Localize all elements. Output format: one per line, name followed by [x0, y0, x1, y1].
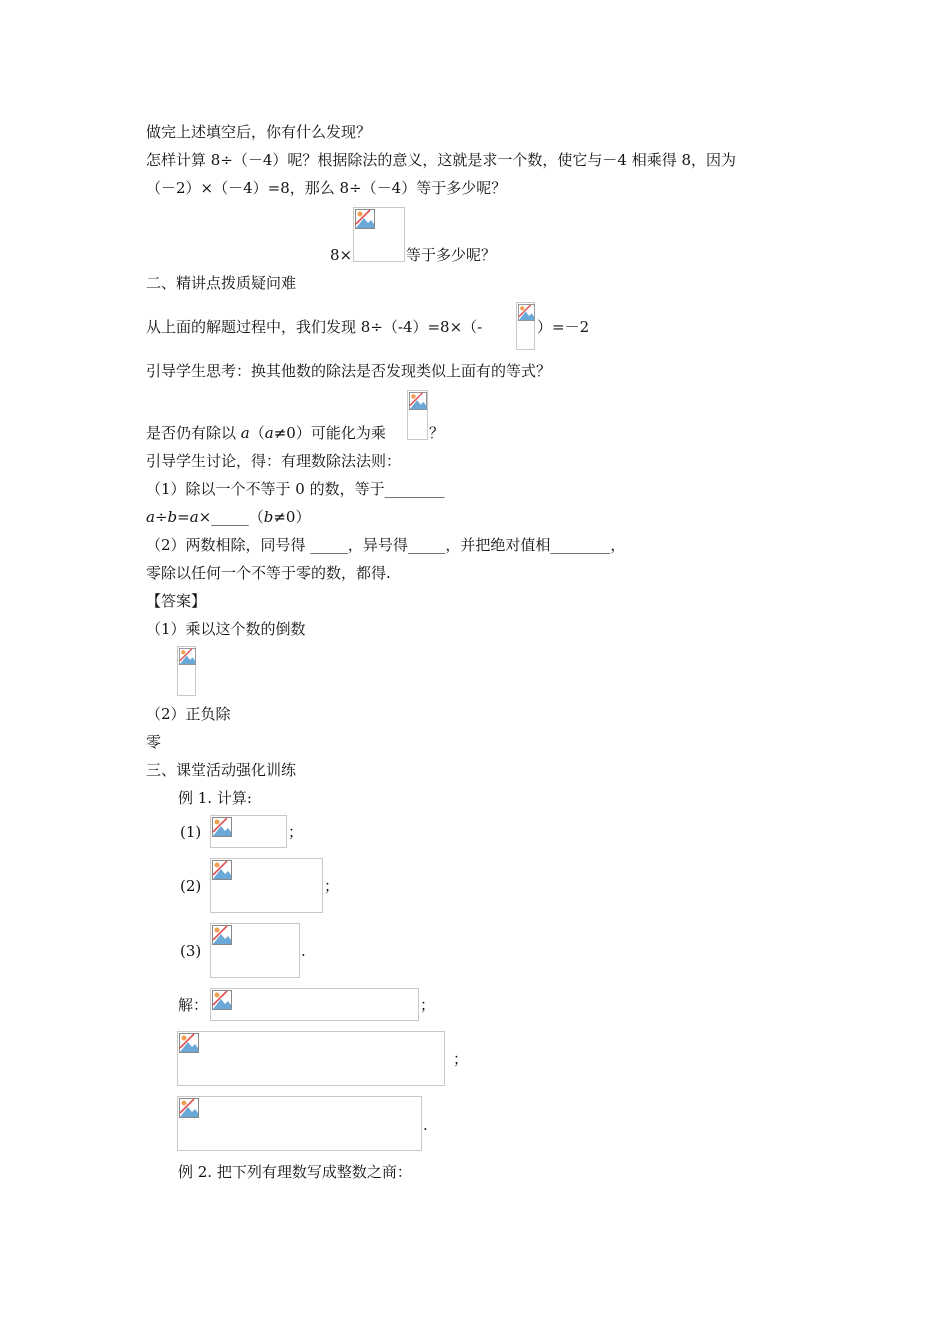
broken-image-icon — [212, 817, 232, 837]
text-line: （2）正负除 — [146, 705, 231, 723]
formula-line — [146, 507, 310, 527]
answer-heading: 【答案】 — [146, 592, 207, 610]
text-line: ？ — [429, 424, 445, 442]
text-line: 等于多少呢？ — [406, 246, 497, 264]
text-line: （1）乘以这个数的倒数 — [146, 620, 306, 638]
text-span: ≠0） — [273, 508, 311, 526]
broken-image-icon — [212, 860, 232, 880]
text-line: 引导学生思考：换其他数的除法是否发现类似上面有的等式？ — [146, 362, 552, 380]
variable: a — [146, 508, 155, 526]
text-line: （－2）×（－4）=8，那么 8÷（－4）等于多少呢？ — [146, 179, 507, 197]
broken-image-icon — [179, 1098, 199, 1118]
formula-image — [210, 923, 300, 978]
variable: a — [240, 424, 250, 442]
formula-image — [210, 815, 287, 848]
text-line: 零除以任何一个不等于零的数，都得. — [146, 564, 391, 582]
text-line — [146, 423, 386, 443]
formula-image — [177, 646, 196, 696]
text-line: ； — [420, 996, 436, 1014]
section-heading: 三、课堂活动强化训练 — [146, 761, 297, 779]
variable: b — [263, 508, 274, 526]
text-span: 是否仍有除以 — [146, 424, 237, 442]
broken-image-icon — [179, 648, 196, 665]
text-line: 从上面的解题过程中，我们发现 8÷（-4）=8×（- — [146, 318, 483, 336]
broken-image-icon — [518, 304, 535, 321]
solution-label: 解： — [178, 996, 209, 1014]
text-line: 零 — [146, 733, 162, 751]
formula-image — [210, 858, 323, 913]
formula-image — [177, 1031, 445, 1086]
variable: b — [167, 508, 178, 526]
text-line: （2）两数相除，同号得 _____，异号得_____，并把绝对值相________， — [146, 536, 626, 554]
section-heading: 二、精讲点拨质疑问难 — [146, 274, 297, 292]
text-line: 8× — [330, 246, 353, 264]
formula-image — [353, 207, 405, 262]
formula-image — [177, 1096, 422, 1151]
example-heading: 例 2. 把下列有理数写成整数之商： — [178, 1163, 412, 1181]
text-line: . — [301, 942, 306, 960]
example-heading: 例 1. 计算: — [178, 789, 252, 807]
broken-image-icon — [179, 1033, 199, 1053]
text-span: = — [177, 508, 190, 526]
text-line: 引导学生讨论，得：有理数除法法则： — [146, 452, 402, 470]
problem-label: (2) — [180, 877, 202, 895]
variable: a — [264, 424, 274, 442]
broken-image-icon — [409, 392, 427, 410]
formula-image — [516, 302, 535, 350]
broken-image-icon — [212, 925, 232, 945]
text-span: ×_____（ — [198, 508, 264, 526]
variable: a — [189, 508, 199, 526]
text-line: . — [423, 1116, 428, 1134]
text-span: （ — [249, 424, 265, 442]
text-line: ； — [453, 1050, 469, 1068]
problem-label: (3) — [180, 942, 202, 960]
broken-image-icon — [355, 209, 375, 229]
text-span: ÷ — [154, 508, 168, 526]
problem-label: (1) — [180, 823, 202, 841]
text-line: 做完上述填空后，你有什么发现？ — [146, 123, 372, 141]
text-line: （1）除以一个不等于 0 的数，等于________ — [146, 480, 445, 498]
text-line: ）=－2 — [537, 318, 590, 336]
formula-image — [407, 390, 428, 440]
formula-image — [210, 988, 419, 1021]
text-span: ≠0）可能化为乘 — [273, 424, 386, 442]
text-line: 怎样计算 8÷（－4）呢？根据除法的意义，这就是求一个数，使它与－4 相乘得 8，因为 — [146, 151, 737, 169]
text-line: ； — [288, 823, 304, 841]
broken-image-icon — [212, 990, 232, 1010]
text-line: ； — [324, 877, 340, 895]
